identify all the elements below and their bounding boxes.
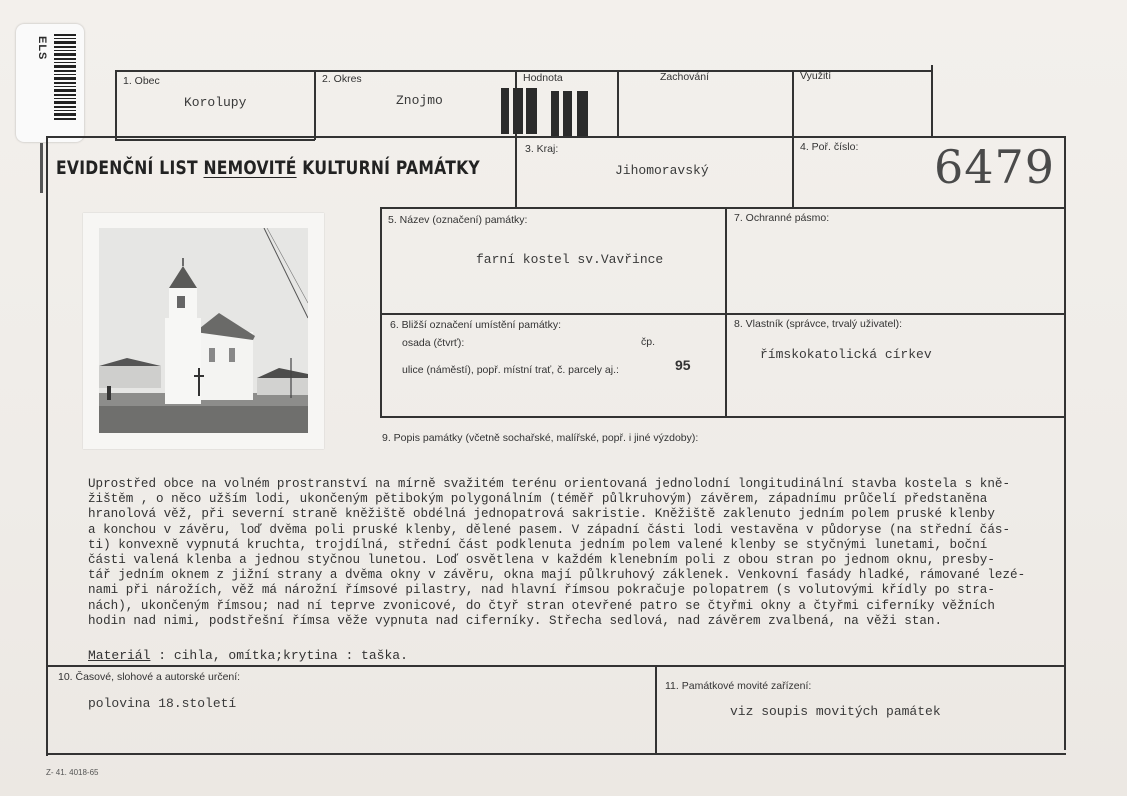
popis-line: žištěm , o něco užším lodi, ukončeným pětibokým polygonálním (téměř půlkruhovým) závěrem, západnímu průčelí předstaněna [88,492,988,507]
okres-value: Znojmo [396,93,443,108]
nazev-value: farní kostel sv.Vavřince [476,252,664,267]
divider [792,70,794,136]
vlastnik-value: římskokatolická církev [760,347,932,362]
hodnota-label: Hodnota [523,72,563,84]
material [88,648,408,663]
okres-label: 2. Okres [322,73,362,85]
divider [931,65,933,136]
parcela-value: 95 [675,357,691,373]
casove-label: 10. Časové, slohové a autorské určení: [58,671,241,683]
divider [314,70,316,140]
obec-value: Korolupy [184,95,247,110]
popis-line: Uprostřed obce na volném prostranství na mírně svažitém terénu orientovaná jednolodní longitudinální stavba kostela s kně- [88,477,1011,491]
divider [380,313,1066,315]
divider [380,207,382,417]
barcode-tag [16,24,84,142]
movite-value: viz soupis movitých památek [730,704,941,719]
osada-label: osada (čtvrť): [402,337,465,349]
divider [46,136,1066,138]
divider [515,136,517,208]
church-photo [99,228,308,433]
divider [655,665,657,754]
divider [725,207,727,417]
zachovani-label: Zachování [660,71,710,83]
cp-label: čp. [641,336,656,348]
popis-label: 9. Popis památky (včetně sochařské, malířské, popř. i jiné výzdoby): [382,432,699,444]
popis-text [88,477,1038,629]
divider [46,753,1066,755]
divider [617,70,619,136]
popis-line: nách), ukončeným římsou; nad ní teprve zvonicové, do čtyř stran otevřené patro se čtyřmi okny a čtyřmi ciferníky věžních [88,598,995,613]
divider [115,70,117,140]
ochranne-pasmo-label: 7. Ochranné pásmo: [734,212,830,224]
por-cislo-label: 4. Poř. číslo: [800,141,859,153]
umisteni-label: 6. Bližší označení umístění památky: [390,319,561,331]
divider [115,139,315,141]
corner-mark [40,143,55,193]
popis-line: hranolová věž, při severní straně kněžiště obdélná jednopatrová sakristie. Kněžiště zaklenuto jedním polem pruské klenby [88,507,995,522]
divider [380,207,1066,209]
divider [46,665,1066,667]
kraj-value: Jihomoravský [615,163,709,178]
divider [792,136,794,208]
popis-line: hodin nad nimi, podstřešní římsa věže vypnuta nad ciferníky. Střecha sedlová, nad závěrem zvalbená, na věži stan. [88,613,942,628]
barcode-label: ELS [36,36,48,61]
title-part: KULTURNÍ PAMÁTKY [296,157,480,179]
popis-line: nami při nárožích, věž má nárožní římsové pilastry, nad hlavní římsou pokračuje polopatrem (s volutovými křídly po stra- [88,583,995,598]
popis-line: a konchou v závěru, loď dvěma poli pruské klenby, dělené pasem. V západní části lodi vestavěna v půdoryse (na střední čás- [88,522,1011,537]
por-cislo-value: 6479 [934,140,1056,194]
obec-label: 1. Obec [123,75,160,87]
divider [380,416,1066,418]
popis-line: tář jedním oknem z jižní strany a dvěma okny v závěru, okna mají půlkruhový záklenek. Venkovní fasády hladké, rámované lezé- [88,568,1026,583]
barcode-icon [54,34,76,122]
popis-line: ti) konvexně vypnutá kruchta, trojdílná, střední část podklenuta jedním polem valené klenby se styčnými lunetami, boční [88,537,988,552]
title-part: NEMOVITÉ [203,157,297,179]
nazev-label: 5. Název (označení) památky: [388,214,528,226]
vlastnik-label: 8. Vlastník (správce, trvalý uživatel): [734,318,903,330]
material-label: Materiál [88,648,151,663]
popis-line: části valená klenba a jednou styčnou lunetou. Loď osvětlena v každém klenebním poli z obou stran po jednom oknu, presby- [88,553,995,568]
page-title [56,157,480,179]
title-part: EVIDENČNÍ LIST [56,157,204,179]
footer-code: Z- 41. 4018-65 [46,768,99,777]
vyuziti-label: Využití [800,70,832,82]
kraj-label: 3. Kraj: [525,143,559,155]
material-value: : cihla, omítka;krytina : taška. [150,648,408,663]
divider [46,136,48,756]
movite-label: 11. Památkové movité zařízení: [665,680,812,692]
ulice-label: ulice (náměstí), popř. místní trať, č. parcely aj.: [402,364,619,376]
divider [1064,136,1066,750]
casove-value: polovina 18.století [88,696,237,711]
